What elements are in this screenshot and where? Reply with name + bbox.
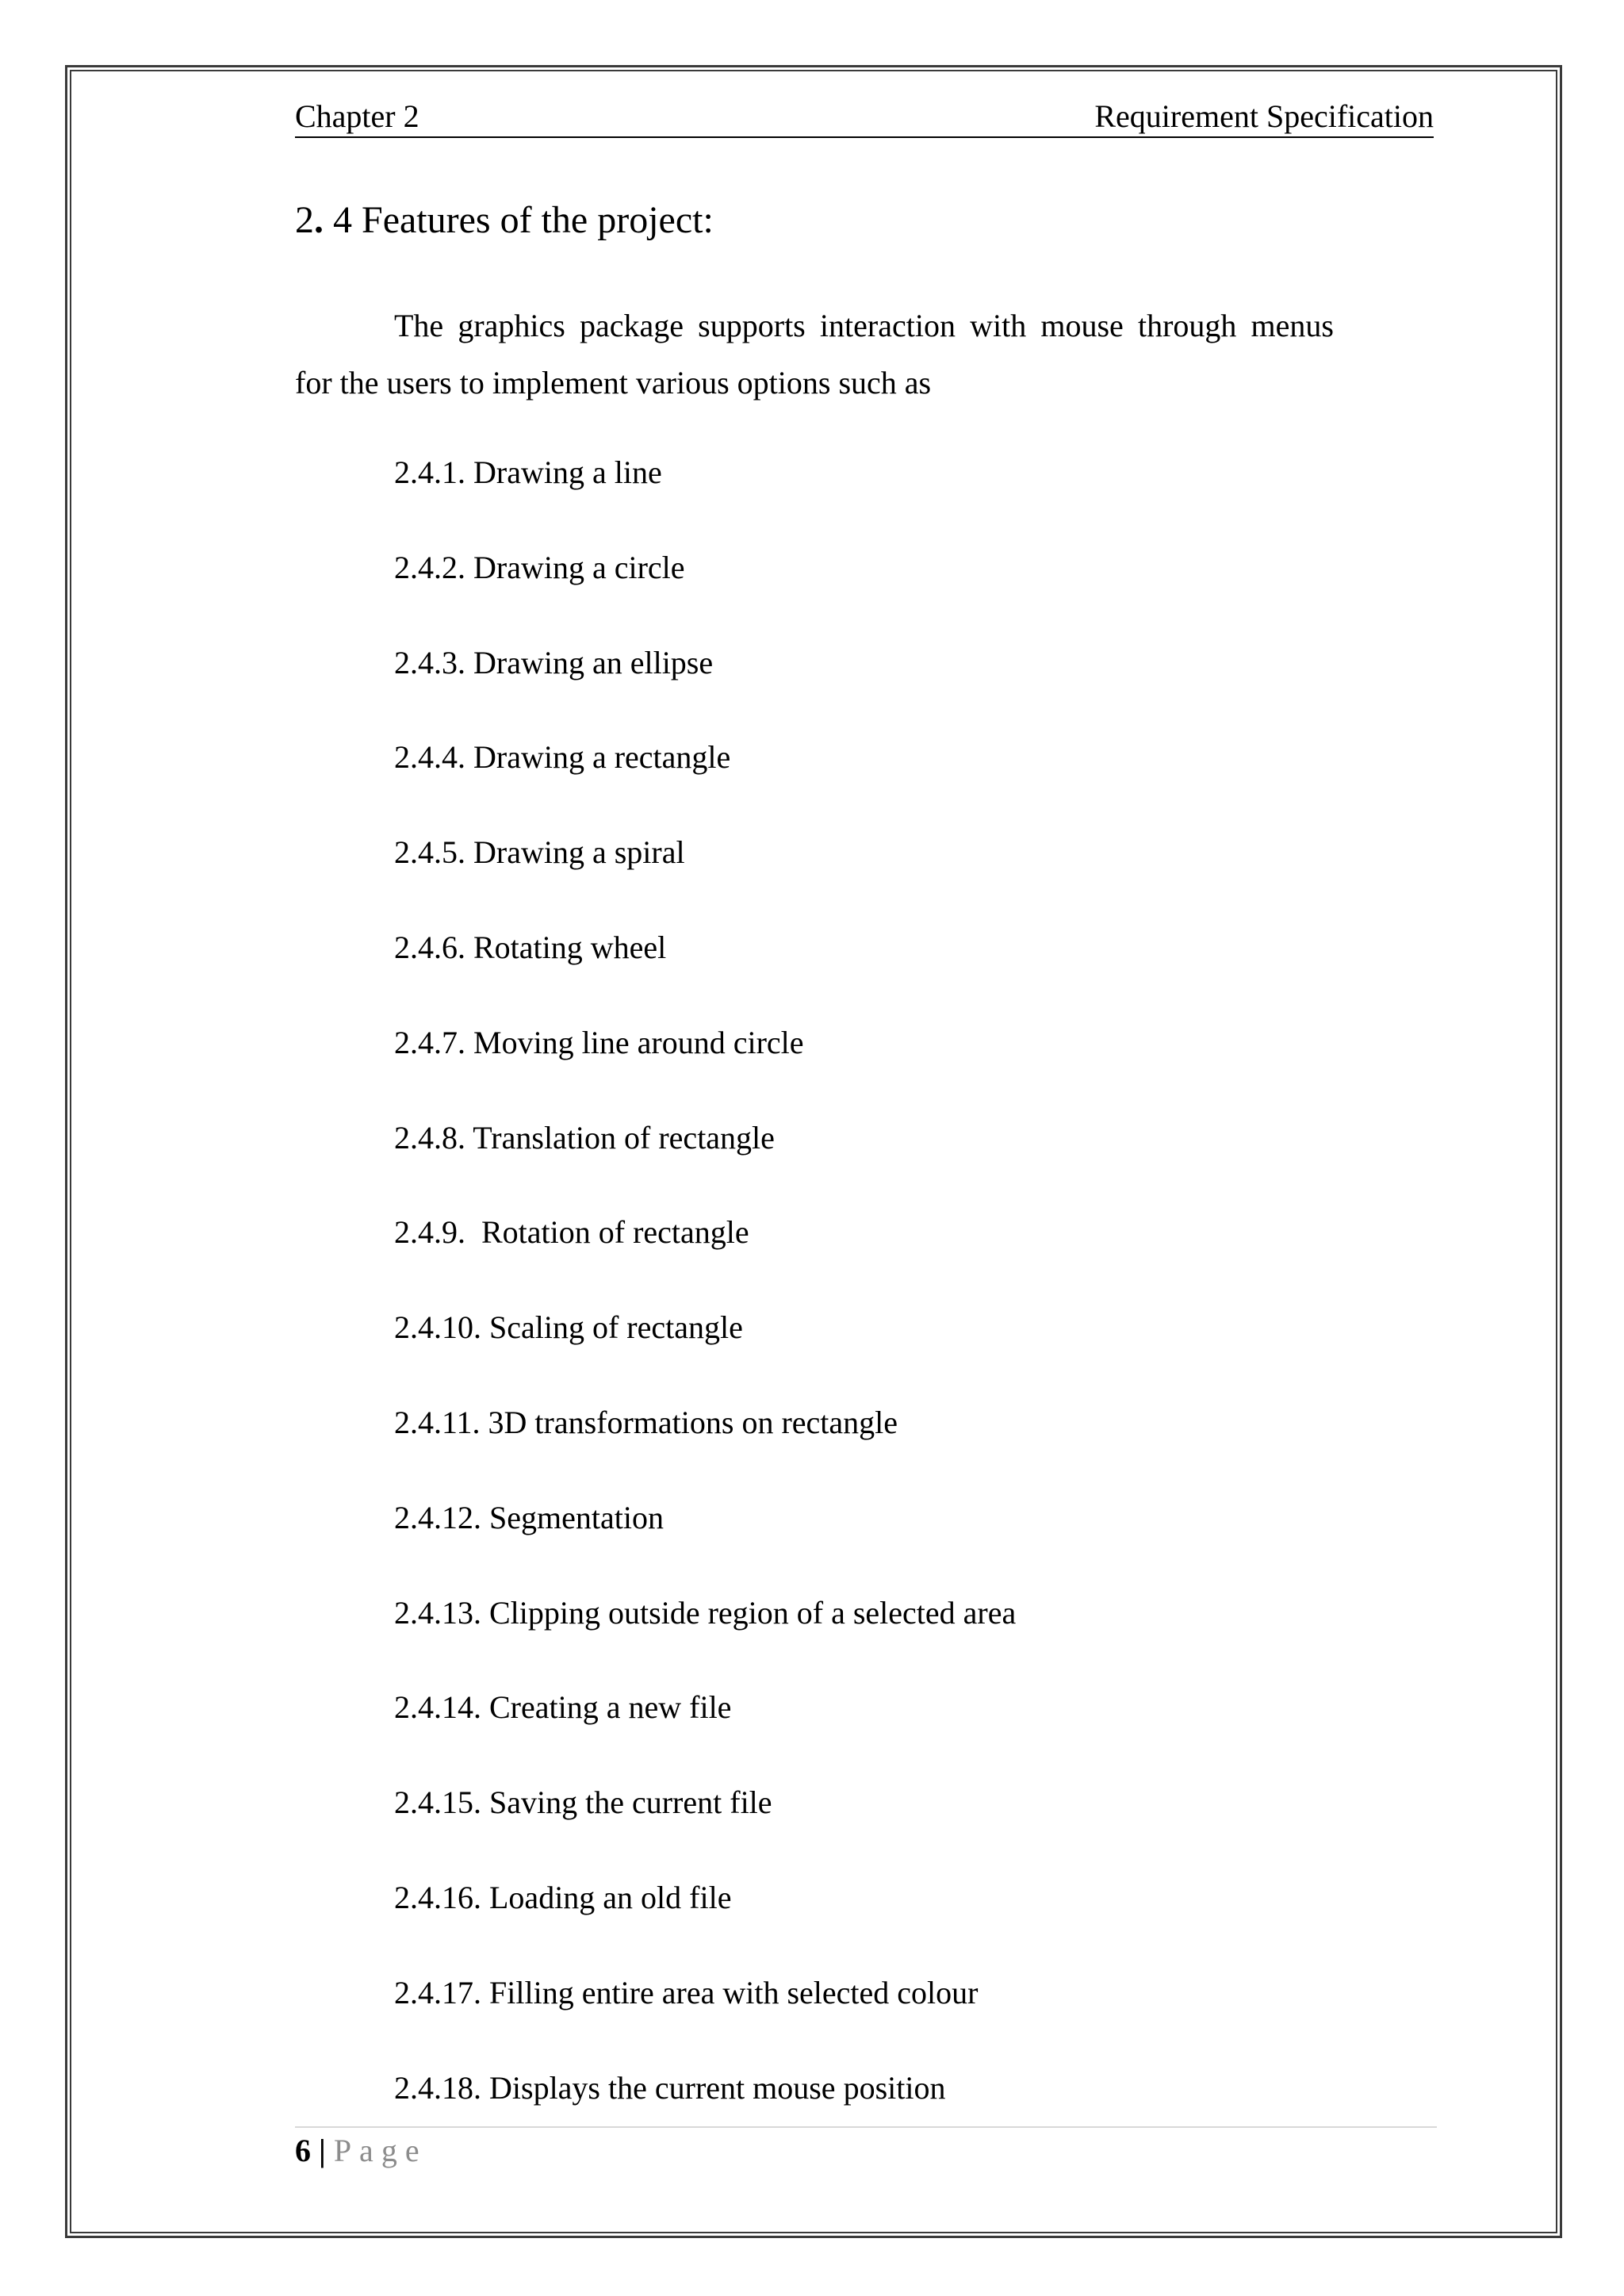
section-heading: [295, 197, 714, 244]
feature-item: 2.4.9. Rotation of rectangle: [394, 1214, 749, 1251]
feature-item: 2.4.18. Displays the current mouse position: [394, 2069, 946, 2106]
feature-item: 2.4.7. Moving line around circle: [394, 1024, 804, 1060]
feature-item: 2.4.6. Rotating wheel: [394, 929, 667, 965]
intro-paragraph: [295, 297, 1334, 412]
section-heading-text: 4 Features of the project:: [324, 199, 714, 241]
feature-list: [394, 450, 1016, 2160]
feature-item: 2.4.11. 3D transformations on rectangle: [394, 1404, 898, 1440]
page-header: [295, 97, 1434, 138]
intro-line-2: for the users to implement various options such as: [295, 365, 932, 401]
feature-item: 2.4.8. Translation of rectangle: [394, 1119, 775, 1156]
page-label: Page: [333, 2133, 427, 2168]
section-heading-number: 2: [295, 199, 314, 241]
feature-item: 2.4.13. Clipping outside region of a selected area: [394, 1594, 1017, 1631]
feature-item: 2.4.4. Drawing a rectangle: [394, 739, 731, 776]
footer-separator: |: [311, 2133, 334, 2168]
feature-item: 2.4.17. Filling entire area with selected colour: [394, 1974, 979, 2010]
feature-item: 2.4.2. Drawing a circle: [394, 549, 685, 585]
intro-line-1: The graphics package supports interaction with mouse through menus: [394, 308, 1334, 343]
feature-item: 2.4.14. Creating a new file: [394, 1689, 732, 1726]
feature-item: 2.4.16. Loading an old file: [394, 1879, 732, 1915]
feature-item: 2.4.3. Drawing an ellipse: [394, 644, 714, 680]
footer-divider: [295, 2126, 1437, 2128]
feature-item: 2.4.1. Drawing a line: [394, 454, 662, 490]
header-title: Requirement Specification: [1094, 98, 1434, 134]
page-number: 6: [295, 2133, 311, 2168]
header-chapter: Chapter 2: [295, 98, 419, 134]
section-heading-dot: .: [314, 199, 324, 241]
feature-item: 2.4.15. Saving the current file: [394, 1784, 772, 1821]
page-footer: [295, 2129, 427, 2173]
feature-item: 2.4.5. Drawing a spiral: [394, 834, 685, 871]
feature-item: 2.4.10. Scaling of rectangle: [394, 1309, 743, 1346]
feature-item: 2.4.12. Segmentation: [394, 1499, 664, 1535]
